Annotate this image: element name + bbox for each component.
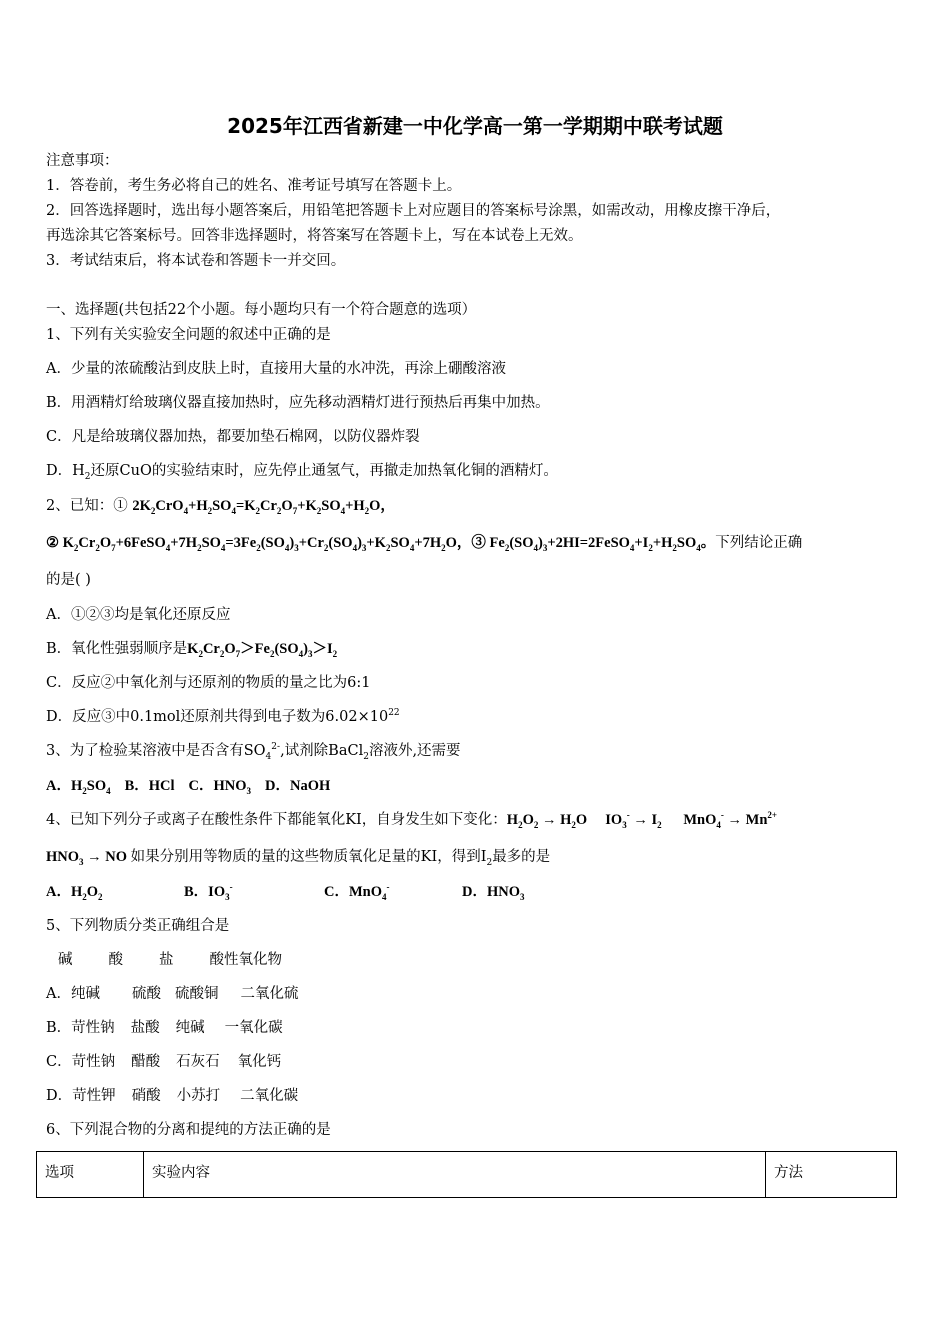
question-5-stem: 5、下列物质分类正确组合是 — [46, 918, 230, 934]
option-a: A．$H_2SO_4$ — [46, 778, 111, 796]
table-header-cell: 选项 — [37, 1152, 144, 1198]
question-1-option-d — [46, 461, 558, 481]
option-c: C．$HNO_3$ — [188, 778, 252, 796]
option-d-text: 还原CuO的实验结束时，应先停止通氢气，再撤走加热氧化铜的酒精灯。 — [90, 463, 558, 479]
option-c: C．MnO$_4$- — [324, 882, 390, 902]
stem-middle: ,试剂除BaCl — [280, 743, 364, 759]
notice-heading: 注意事项： — [46, 153, 119, 169]
notice-item: 2．回答选择题时，选出每小题答案后，用铅笔把答题卡上对应题目的答案标号涂黑，如需改动，用橡皮擦干净后， — [46, 203, 781, 219]
stem-prefix: 2、已知：① — [46, 498, 133, 514]
question-4-options — [46, 882, 525, 902]
question-5-option-b: B．苛性钠 盐酸 纯碱 一氧化碳 — [46, 1020, 283, 1036]
question-1-option-b: B．用酒精灯给玻璃仪器直接加热时，应先移动酒精灯进行预热后再集中加热。 — [46, 395, 550, 411]
option-d: D．NaOH — [265, 778, 331, 794]
option-a: A．$H_2O_2$ — [46, 884, 103, 902]
question-2-option-b — [46, 639, 337, 659]
oxidant-order: $K_2Cr_2O_7>Fe_2(SO_4)_3>I_2$ — [187, 641, 338, 659]
stem-end: 最多的是 — [492, 849, 551, 865]
option-b: B．HCl — [124, 778, 175, 794]
question-1-stem: 1、下列有关实验安全问题的叙述中正确的是 — [46, 327, 331, 343]
subscript: 2 — [84, 471, 91, 482]
notice-item: 1．答卷前，考生务必将自己的姓名、准考证号填写在答题卡上。 — [46, 178, 462, 194]
question-6-table — [36, 1151, 897, 1198]
notice-item: 再选涂其它答案标号。回答非选择题时，将答案写在答题卡上，写在本试卷上无效。 — [46, 228, 583, 244]
question-2-option-c: C．反应②中氧化剂与还原剂的物质的量之比为6:1 — [46, 675, 371, 691]
option-b: B．$IO_3^-$ — [184, 882, 233, 902]
question-5-header: 碱 酸 盐 酸性氧化物 — [58, 952, 282, 968]
question-3-stem: 3、为了检验某溶液中是否含有$SO_4^{2-}$,试剂除BaCl$_2$溶液外,还需要 — [46, 742, 461, 762]
table-header-cell: 方法 — [766, 1152, 897, 1198]
table-header-row — [37, 1152, 897, 1198]
notice-item: 3．考试结束后，将本试卷和答题卡一并交回。 — [46, 253, 346, 269]
section-heading: 一、选择题(共包括22个小题。每小题均只有一个符合题意的选项） — [46, 302, 477, 318]
change-hno3: $HNO_3$ → NO — [46, 849, 131, 867]
question-2-stem-cont: 的是( ) — [46, 572, 91, 588]
stem-prefix: 4、已知下列分子或离子在酸性条件下都能氧化KI，自身发生如下变化： — [46, 812, 507, 828]
question-4-stem-cont: $HNO_3$ → NO 如果分别用等物质的量的这些物质氧化足量的KI，得到$I_2$最多的是 — [46, 849, 551, 868]
option-d-text: D．反应③中0.1mol还原剂共得到电子数为6.02×10 — [46, 709, 389, 725]
question-5-option-d: D．苛性钾 硝酸 小苏打 二氧化碳 — [46, 1088, 299, 1104]
question-5-option-c: C．苛性钠 醋酸 石灰石 氧化钙 — [46, 1054, 282, 1070]
question-3-options — [46, 776, 330, 796]
option-d-prefix: D．H — [46, 463, 85, 479]
table-header-cell: 实验内容 — [144, 1152, 766, 1198]
change-list: $H_2O_2 \to H_2O$ $IO_3^- \to I_2$ $MnO_4^- \to Mn^{2+}$ — [506, 810, 778, 830]
question-2-stem — [46, 496, 395, 516]
question-2-option-a: A．①②③均是氧化还原反应 — [46, 607, 231, 623]
question-2-equations: ② $K_2Cr_2O_7+6FeSO_4+7H_2SO_4=3Fe_2(SO_4)_3+Cr_2(SO_4)_3+K_2SO_4+7H_2O$，③ $Fe_2(SO_4)_3+2HI=2FeSO_4+I_2+H_2SO_4$。下列结论正确 — [46, 535, 803, 553]
equation-1: $2K_2CrO_4+H_2SO_4=K_2Cr_2O_7+K_2SO_4+H_2O$， — [132, 498, 395, 516]
question-1-option-c: C．凡是给玻璃仪器加热，都要加垫石棉网，以防仪器炸裂 — [46, 429, 420, 445]
stem-middle: 如果分别用等物质的量的这些物质氧化足量的KI，得到I — [130, 849, 487, 865]
question-4-stem — [46, 810, 777, 830]
question-2-option-d — [46, 707, 400, 727]
question-5-option-a: A．纯碱 硫酸 硫酸铜 二氧化硫 — [46, 986, 299, 1002]
option-b-prefix: B．氧化性强弱顺序是 — [46, 641, 188, 657]
question-1-option-a: A．少量的浓硫酸沾到皮肤上时，直接用大量的水冲洗，再涂上硼酸溶液 — [46, 361, 506, 377]
stem-prefix: 3、为了检验某溶液中是否含有SO — [46, 743, 266, 759]
question-6-stem: 6、下列混合物的分离和提纯的方法正确的是 — [46, 1122, 331, 1138]
page-title: 2025年江西省新建一中化学高一第一学期期中联考试题 — [227, 114, 723, 138]
option-d: D．$HNO_3$ — [462, 884, 525, 902]
equation-2: ② $K_2Cr_2O_7+6FeSO_4+7H_2SO_4=3Fe_2(SO_4)_3+Cr_2(SO_4)_3+K_2SO_4+7H_2O$，③ $Fe_2(SO_4)_3+2HI=2FeSO_4+I_2+H_2SO_4$。 — [46, 535, 716, 553]
stem-end: 溶液外,还需要 — [368, 743, 461, 759]
superscript: 22 — [388, 708, 400, 719]
